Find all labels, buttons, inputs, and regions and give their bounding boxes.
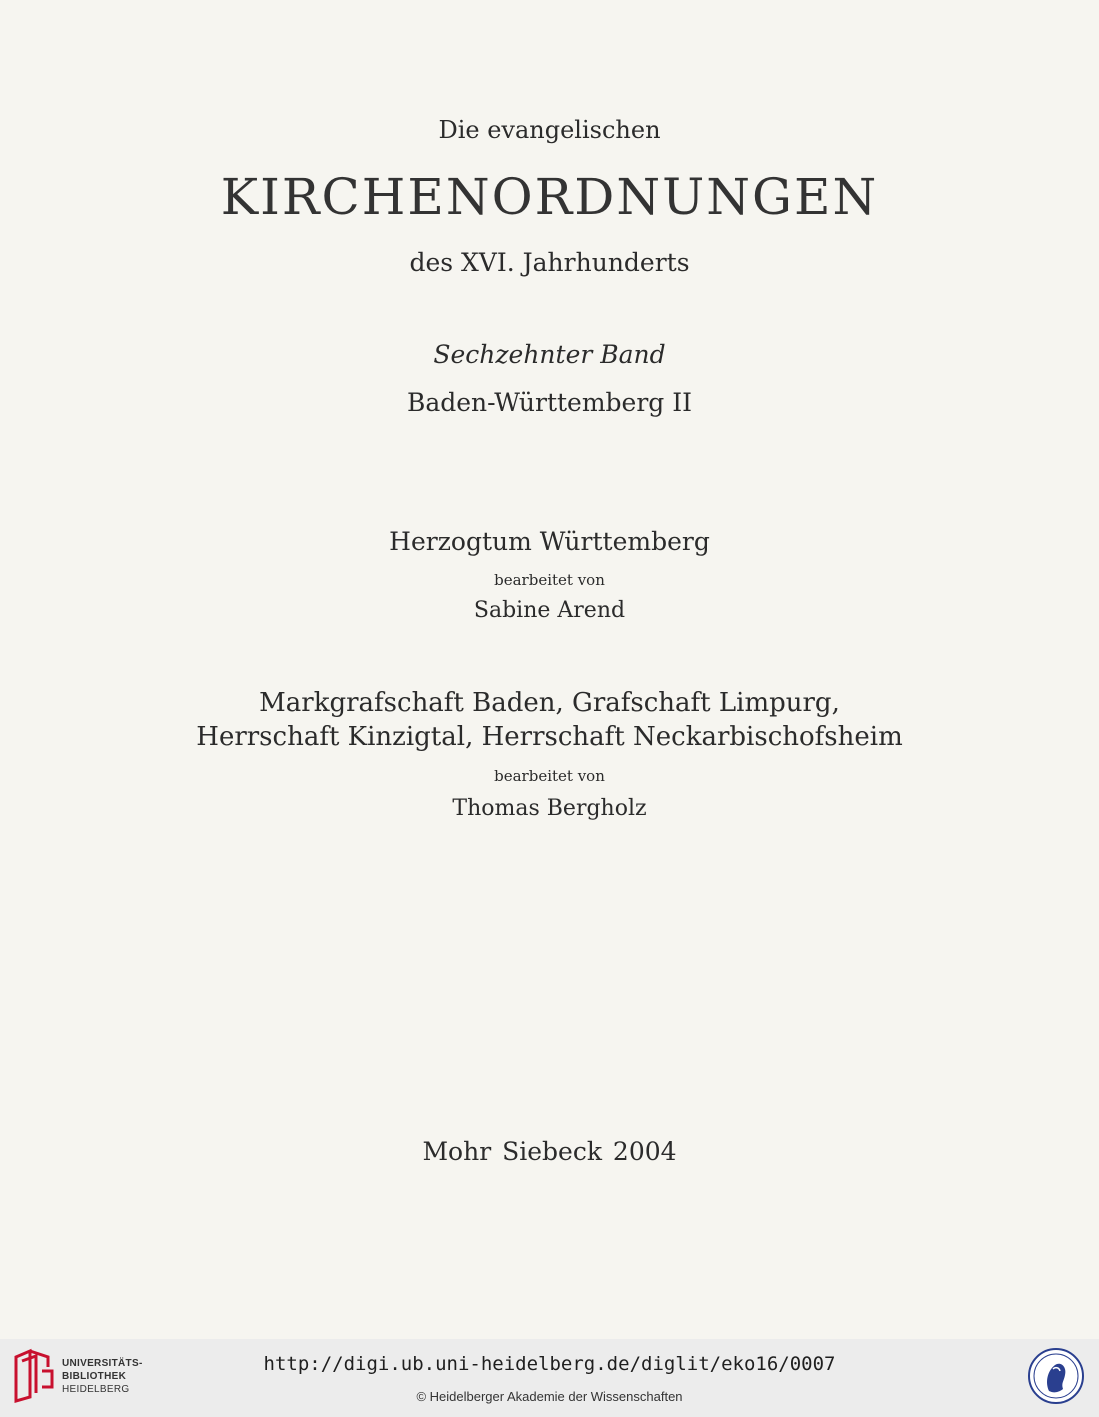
editor-2: Thomas Bergholz <box>452 796 647 821</box>
publisher-imprint: Mohr Siebeck 2004 <box>422 1137 677 1166</box>
territory-2-line-1: Markgrafschaft Baden, Grafschaft Limpurg, <box>259 688 840 718</box>
volume-label: Sechzehnter Band <box>433 340 666 369</box>
edited-by-1: bearbeitet von <box>494 571 605 589</box>
territory-2-line-2: Herrschaft Kinzigtal, Herrschaft Neckarbischofsheim <box>196 722 903 752</box>
editor-1: Sabine Arend <box>473 598 626 623</box>
main-title: KIRCHENORDNUNGEN <box>220 168 879 226</box>
logo-line-3: HEIDELBERG <box>62 1384 130 1395</box>
edited-by-2: bearbeitet von <box>494 767 605 785</box>
copyright-notice: © Heidelberger Akademie der Wissenschaften <box>416 1389 683 1404</box>
logo-line-2: BIBLIOTHEK <box>62 1371 127 1382</box>
region-label: Baden-Württemberg II <box>406 388 693 417</box>
territory-1: Herzogtum Württemberg <box>389 527 710 556</box>
viewer-footer <box>0 1339 1099 1417</box>
permalink-url[interactable]: http://digi.ub.uni-heidelberg.de/diglit/eko16/0007 <box>263 1353 836 1375</box>
academy-seal-icon <box>1027 1347 1085 1405</box>
century-subtitle: des XVI. Jahrhunderts <box>409 248 690 277</box>
pre-title: Die evangelischen <box>438 116 661 144</box>
logo-line-1: UNIVERSITÄTS- <box>62 1358 143 1369</box>
